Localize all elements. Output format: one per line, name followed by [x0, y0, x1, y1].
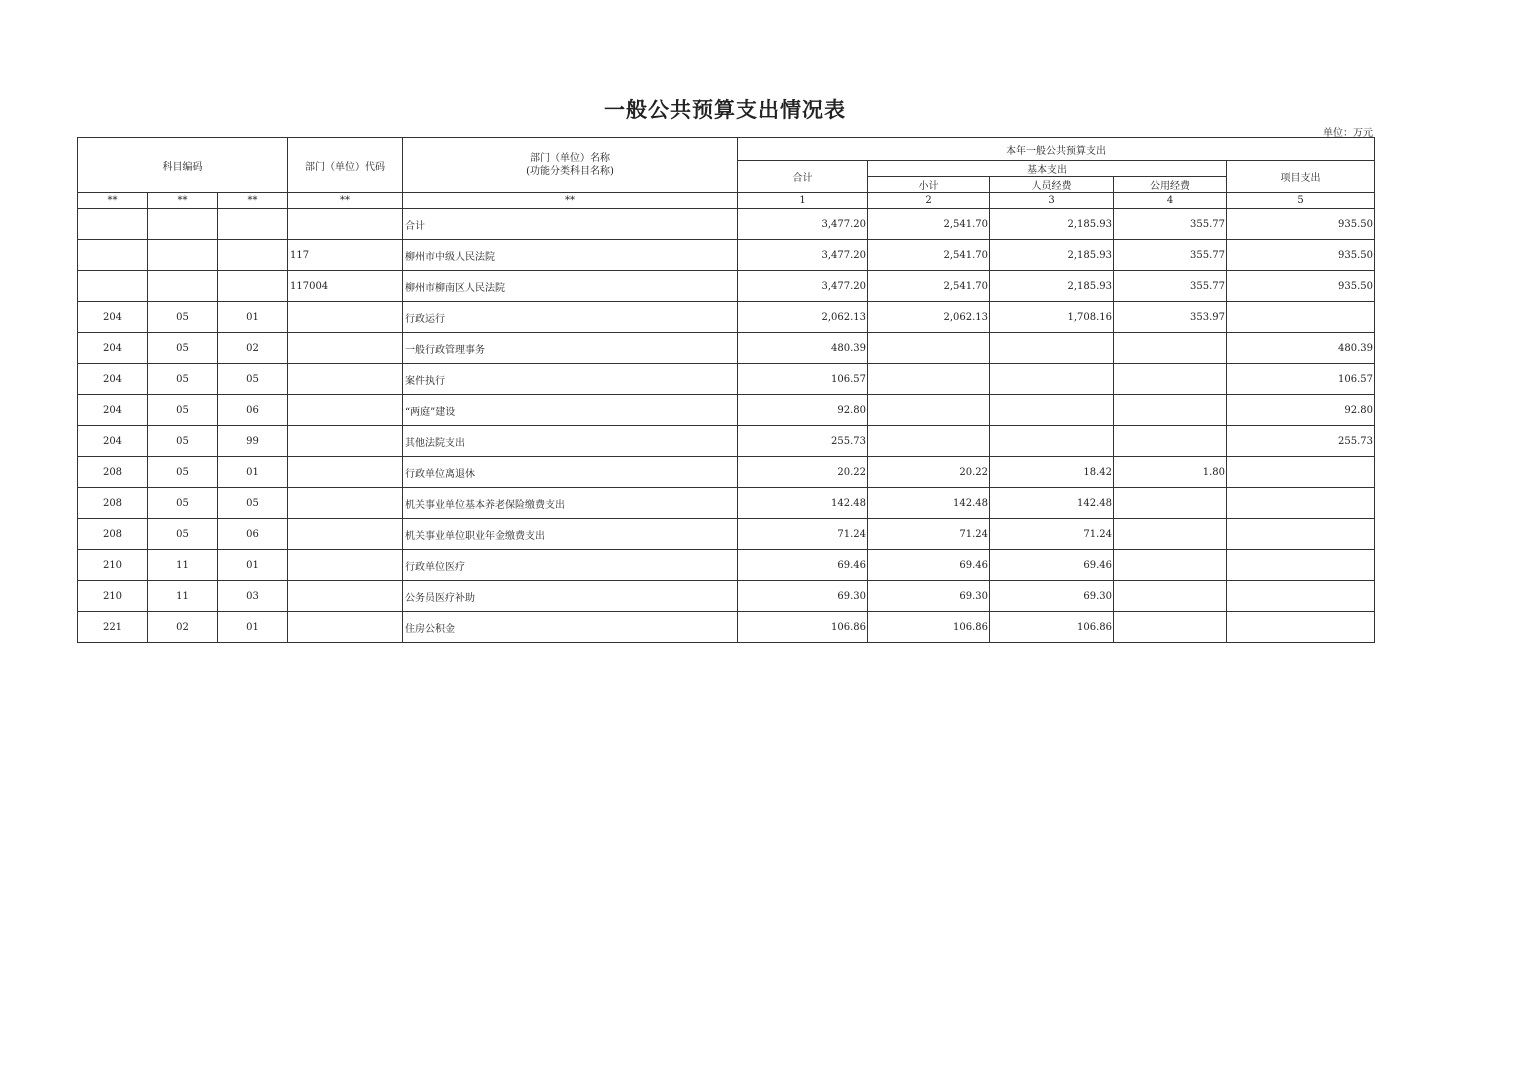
personnel-cell: 2,185.93 [990, 240, 1114, 271]
project-cell [1227, 457, 1375, 488]
dept-code-cell [288, 550, 403, 581]
subject-class-cell: 208 [78, 488, 148, 519]
personnel-cell [990, 395, 1114, 426]
header-subject-code: 科目编码 [78, 138, 288, 193]
subtotal-cell: 69.30 [868, 581, 990, 612]
header-group: 本年一般公共预算支出 [738, 138, 1375, 161]
subtotal-cell: 2,062.13 [868, 302, 990, 333]
public-cell: 353.97 [1114, 302, 1227, 333]
total-cell: 3,477.20 [738, 240, 868, 271]
project-cell [1227, 302, 1375, 333]
table-row [78, 426, 1375, 457]
total-cell: 2,062.13 [738, 302, 868, 333]
total-cell: 71.24 [738, 519, 868, 550]
subject-section-cell: 11 [148, 581, 218, 612]
subject-item-cell: 05 [218, 488, 288, 519]
public-cell: 1.80 [1114, 457, 1227, 488]
subtotal-cell [868, 426, 990, 457]
subject-item-cell: 01 [218, 550, 288, 581]
total-cell: 106.57 [738, 364, 868, 395]
table-row [78, 612, 1375, 643]
table-row [78, 550, 1375, 581]
header-dept-name [403, 138, 738, 193]
subject-class-cell [78, 271, 148, 302]
dept-code-cell [288, 519, 403, 550]
dept-code-cell [288, 488, 403, 519]
subject-class-cell: 210 [78, 550, 148, 581]
total-cell: 3,477.20 [738, 209, 868, 240]
subject-class-cell: 208 [78, 457, 148, 488]
dept-name-cell: 机关事业单位职业年金缴费支出 [403, 519, 738, 550]
subject-class-cell: 204 [78, 426, 148, 457]
dept-name-cell: 一般行政管理事务 [403, 333, 738, 364]
subtotal-cell [868, 333, 990, 364]
project-cell [1227, 519, 1375, 550]
dept-code-cell [288, 457, 403, 488]
total-cell: 106.86 [738, 612, 868, 643]
dept-code-cell [288, 395, 403, 426]
index-cell: ** [288, 193, 403, 209]
dept-name-cell: 案件执行 [403, 364, 738, 395]
public-cell [1114, 395, 1227, 426]
total-cell: 255.73 [738, 426, 868, 457]
personnel-cell: 142.48 [990, 488, 1114, 519]
public-cell: 355.77 [1114, 240, 1227, 271]
dept-name-cell: 柳州市柳南区人民法院 [403, 271, 738, 302]
dept-code-cell [288, 612, 403, 643]
subject-class-cell: 204 [78, 395, 148, 426]
subject-item-cell: 01 [218, 612, 288, 643]
subject-section-cell: 05 [148, 457, 218, 488]
subject-item-cell [218, 209, 288, 240]
index-row [78, 193, 1375, 209]
total-cell: 20.22 [738, 457, 868, 488]
header-personnel: 人员经费 [990, 177, 1114, 193]
header-dept-name-line2: (功能分类科目名称) [526, 166, 614, 177]
subject-section-cell [148, 209, 218, 240]
project-cell [1227, 581, 1375, 612]
header-subtotal: 小计 [868, 177, 990, 193]
table-row [78, 395, 1375, 426]
dept-name-cell: 柳州市中级人民法院 [403, 240, 738, 271]
public-cell [1114, 519, 1227, 550]
total-cell: 142.48 [738, 488, 868, 519]
subject-item-cell: 05 [218, 364, 288, 395]
page-title: 一般公共预算支出情况表 [604, 97, 846, 122]
personnel-cell: 2,185.93 [990, 209, 1114, 240]
subject-section-cell: 05 [148, 395, 218, 426]
index-cell: ** [218, 193, 288, 209]
total-cell: 92.80 [738, 395, 868, 426]
project-cell: 92.80 [1227, 395, 1375, 426]
public-cell [1114, 426, 1227, 457]
dept-name-cell: 住房公积金 [403, 612, 738, 643]
public-cell [1114, 364, 1227, 395]
subject-item-cell: 99 [218, 426, 288, 457]
public-cell: 355.77 [1114, 271, 1227, 302]
subject-section-cell: 05 [148, 488, 218, 519]
public-cell: 355.77 [1114, 209, 1227, 240]
dept-code-cell [288, 426, 403, 457]
subtotal-cell: 69.46 [868, 550, 990, 581]
dept-name-cell: 行政单位离退休 [403, 457, 738, 488]
index-cell: 5 [1227, 193, 1375, 209]
public-cell [1114, 550, 1227, 581]
dept-name-cell: 其他法院支出 [403, 426, 738, 457]
table-row [78, 333, 1375, 364]
public-cell [1114, 612, 1227, 643]
index-cell: 2 [868, 193, 990, 209]
subject-section-cell: 05 [148, 519, 218, 550]
personnel-cell [990, 364, 1114, 395]
subject-item-cell: 06 [218, 395, 288, 426]
header-dept-name-line1: 部门（单位）名称 [530, 153, 610, 164]
subject-class-cell: 204 [78, 333, 148, 364]
personnel-cell: 69.46 [990, 550, 1114, 581]
index-cell: ** [403, 193, 738, 209]
table-row [78, 581, 1375, 612]
dept-name-cell: 公务员医疗补助 [403, 581, 738, 612]
header-dept-code: 部门（单位）代码 [288, 138, 403, 193]
subject-class-cell: 204 [78, 302, 148, 333]
subtotal-cell: 142.48 [868, 488, 990, 519]
subject-section-cell: 05 [148, 302, 218, 333]
personnel-cell [990, 426, 1114, 457]
subject-section-cell [148, 240, 218, 271]
subject-item-cell: 01 [218, 457, 288, 488]
index-cell: 1 [738, 193, 868, 209]
subject-class-cell: 204 [78, 364, 148, 395]
table-row [78, 240, 1375, 271]
public-cell [1114, 488, 1227, 519]
project-cell [1227, 550, 1375, 581]
project-cell: 255.73 [1227, 426, 1375, 457]
table-row [78, 209, 1375, 240]
subtotal-cell: 20.22 [868, 457, 990, 488]
subtotal-cell [868, 364, 990, 395]
table-row [78, 519, 1375, 550]
dept-name-cell: 合计 [403, 209, 738, 240]
subtotal-cell: 71.24 [868, 519, 990, 550]
public-cell [1114, 333, 1227, 364]
subject-section-cell: 05 [148, 364, 218, 395]
subject-item-cell [218, 271, 288, 302]
subject-item-cell: 02 [218, 333, 288, 364]
subject-section-cell: 11 [148, 550, 218, 581]
subject-item-cell: 03 [218, 581, 288, 612]
subtotal-cell: 2,541.70 [868, 271, 990, 302]
subject-section-cell: 05 [148, 333, 218, 364]
subject-section-cell [148, 271, 218, 302]
dept-code-cell: 117004 [288, 271, 403, 302]
dept-name-cell: 机关事业单位基本养老保险缴费支出 [403, 488, 738, 519]
subject-item-cell: 01 [218, 302, 288, 333]
dept-name-cell: 行政运行 [403, 302, 738, 333]
personnel-cell: 106.86 [990, 612, 1114, 643]
subject-class-cell [78, 209, 148, 240]
project-cell [1227, 612, 1375, 643]
subject-class-cell: 221 [78, 612, 148, 643]
total-cell: 69.30 [738, 581, 868, 612]
project-cell: 480.39 [1227, 333, 1375, 364]
subtotal-cell [868, 395, 990, 426]
total-cell: 69.46 [738, 550, 868, 581]
subject-class-cell [78, 240, 148, 271]
total-cell: 3,477.20 [738, 271, 868, 302]
dept-code-cell [288, 364, 403, 395]
dept-code-cell [288, 333, 403, 364]
personnel-cell: 1,708.16 [990, 302, 1114, 333]
project-cell [1227, 488, 1375, 519]
unit-label: 单位：万元 [1323, 128, 1373, 139]
index-cell: ** [78, 193, 148, 209]
subtotal-cell: 2,541.70 [868, 240, 990, 271]
header-total: 合计 [738, 161, 868, 193]
personnel-cell: 18.42 [990, 457, 1114, 488]
index-cell: 4 [1114, 193, 1227, 209]
subtotal-cell: 2,541.70 [868, 209, 990, 240]
personnel-cell: 69.30 [990, 581, 1114, 612]
dept-code-cell [288, 581, 403, 612]
header-public: 公用经费 [1114, 177, 1227, 193]
subject-class-cell: 210 [78, 581, 148, 612]
total-cell: 480.39 [738, 333, 868, 364]
subject-item-cell: 06 [218, 519, 288, 550]
personnel-cell: 2,185.93 [990, 271, 1114, 302]
header-basic: 基本支出 [868, 161, 1227, 177]
index-cell: 3 [990, 193, 1114, 209]
dept-name-cell: 行政单位医疗 [403, 550, 738, 581]
dept-code-cell [288, 209, 403, 240]
table-row [78, 364, 1375, 395]
table-row [78, 488, 1375, 519]
budget-table [77, 137, 1375, 643]
header-project: 项目支出 [1227, 161, 1375, 193]
dept-code-cell: 117 [288, 240, 403, 271]
dept-name-cell: “两庭”建设 [403, 395, 738, 426]
project-cell: 106.57 [1227, 364, 1375, 395]
personnel-cell [990, 333, 1114, 364]
subject-item-cell [218, 240, 288, 271]
table-row [78, 302, 1375, 333]
public-cell [1114, 581, 1227, 612]
project-cell: 935.50 [1227, 271, 1375, 302]
project-cell: 935.50 [1227, 240, 1375, 271]
subject-class-cell: 208 [78, 519, 148, 550]
subtotal-cell: 106.86 [868, 612, 990, 643]
subject-section-cell: 05 [148, 426, 218, 457]
subject-section-cell: 02 [148, 612, 218, 643]
personnel-cell: 71.24 [990, 519, 1114, 550]
index-cell: ** [148, 193, 218, 209]
table-row [78, 271, 1375, 302]
project-cell: 935.50 [1227, 209, 1375, 240]
table-row [78, 457, 1375, 488]
dept-code-cell [288, 302, 403, 333]
